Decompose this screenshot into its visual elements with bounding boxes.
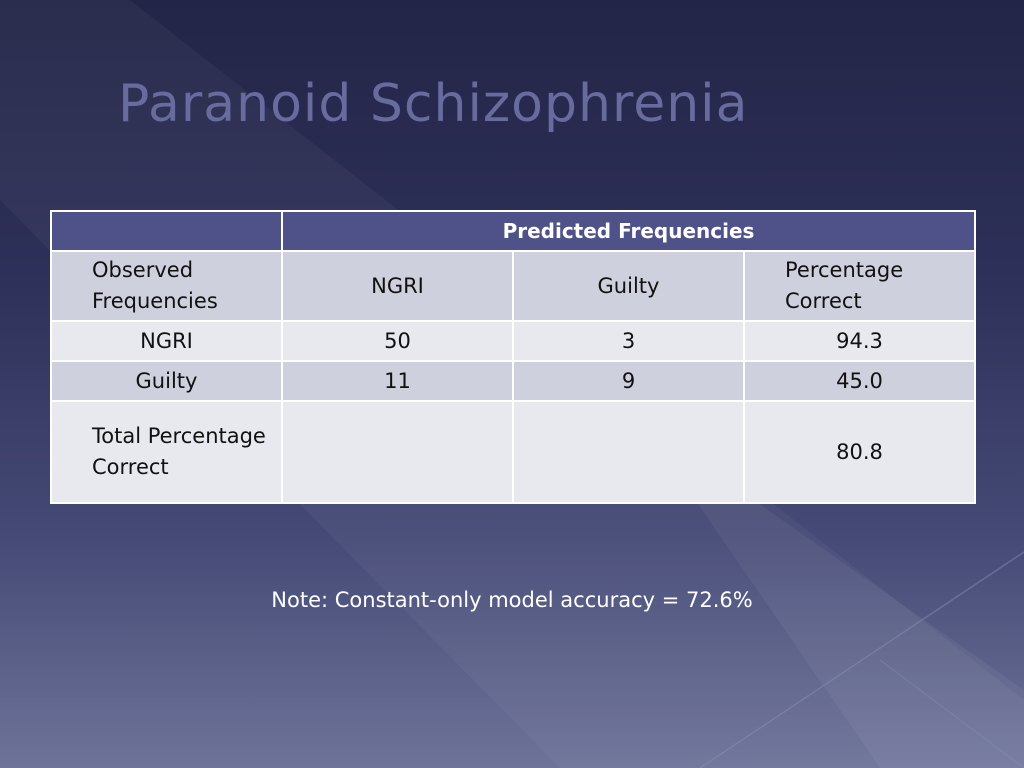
cell-total-guilty [513,401,744,503]
table-row [51,401,975,503]
cell-guilty-ngri: 11 [282,361,513,401]
column-header-row [51,251,975,321]
table-header-row [51,211,975,251]
cell-ngri-ngri: 50 [282,321,513,361]
cell-guilty-percent: 45.0 [744,361,975,401]
guilty-column-header: Guilty [513,251,744,321]
row-label-total: Total Percentage Correct [51,401,282,503]
cell-total-percent: 80.8 [744,401,975,503]
model-accuracy-note: Note: Constant-only model accuracy = 72.6% [271,588,753,612]
predicted-frequencies-header: Predicted Frequencies [282,211,975,251]
percentage-correct-column-header: Percentage Correct [744,251,975,321]
slide-title: Paranoid Schizophrenia [118,74,749,134]
row-label-guilty: Guilty [51,361,282,401]
ngri-column-header: NGRI [282,251,513,321]
table-row [51,361,975,401]
cell-ngri-guilty: 3 [513,321,744,361]
frequency-table [50,210,976,504]
row-label-ngri: NGRI [51,321,282,361]
cell-total-ngri [282,401,513,503]
header-empty-cell [51,211,282,251]
cell-ngri-percent: 94.3 [744,321,975,361]
cell-guilty-guilty: 9 [513,361,744,401]
observed-frequencies-label: Observed Frequencies [51,251,282,321]
table-row [51,321,975,361]
